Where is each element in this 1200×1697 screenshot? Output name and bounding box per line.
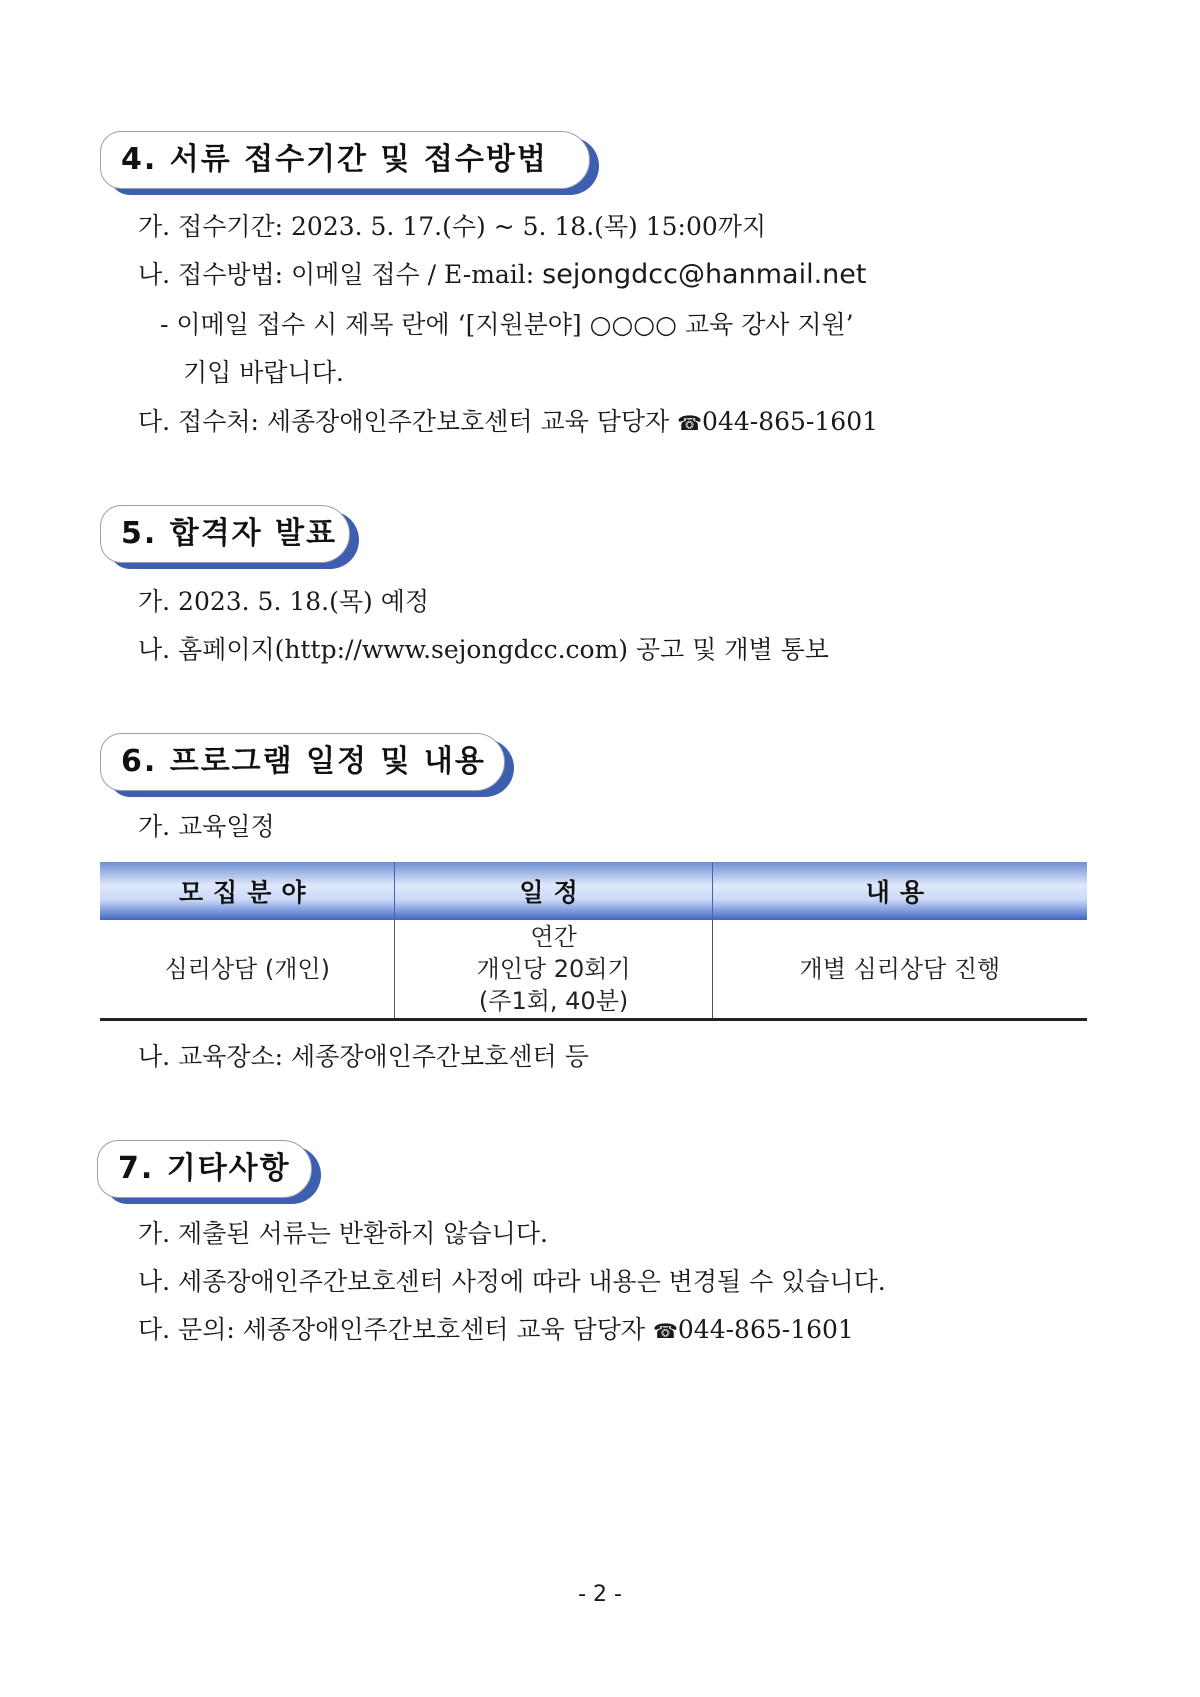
section-5-item-2: 나. 홈페이지(http://www.sejongdcc.com) 공고 및 개별 통보: [138, 635, 829, 664]
header-schedule: 일정: [395, 862, 712, 920]
schedule-line-1: 연간: [530, 923, 577, 951]
phone-number: 044-865-1601: [702, 407, 878, 436]
schedule-line-2: 개인당 20회기: [476, 955, 631, 983]
section-6-item-2: 나. 교육장소: 세종장애인주간보호센터 등: [138, 1042, 589, 1071]
schedule-table: [100, 862, 1087, 1021]
section-7-item-2: 나. 세종장애인주간보호센터 사정에 따라 내용은 변경될 수 있습니다.: [138, 1267, 886, 1296]
inquiry-label: 다. 문의: 세종장애인주간보호센터 교육 담당자: [138, 1315, 646, 1344]
section-4-note-cont: 기입 바랍니다.: [183, 358, 344, 387]
phone-number: 044-865-1601: [677, 1315, 854, 1344]
section-4-item-2: [138, 258, 866, 292]
section-4-heading: 4. 서류 접수기간 및 접수방법: [100, 131, 590, 189]
table-header-row: [100, 862, 1087, 920]
section-6-heading: 6. 프로그램 일정 및 내용: [100, 733, 505, 791]
section-4-note: - 이메일 접수 시 제목 란에 ‘[지원분야] ○○○○ 교육 강사 지원’: [160, 310, 854, 339]
telephone-icon: ☎: [677, 411, 703, 435]
cell-field: 심리상담 (개인): [100, 920, 395, 1020]
cell-schedule: [395, 920, 712, 1020]
section-7-item-1: 가. 제출된 서류는 반환하지 않습니다.: [138, 1219, 548, 1248]
section-4-item-3: [138, 405, 878, 440]
section-7-item-3: [138, 1313, 854, 1348]
section-4-item-1: 가. 접수기간: 2023. 5. 17.(수) ~ 5. 18.(목) 15:00까지: [138, 212, 767, 241]
header-content: 내용: [712, 862, 1087, 920]
header-field: 모집분야: [100, 862, 395, 920]
schedule-line-3: (주1회, 40분): [478, 987, 629, 1015]
email-address: sejongdcc@hanmail.net: [542, 259, 867, 290]
section-6-item-1: 가. 교육일정: [138, 812, 275, 841]
telephone-icon: ☎: [652, 1319, 678, 1343]
section-5-item-1: 가. 2023. 5. 18.(목) 예정: [138, 587, 430, 616]
section-5-heading: 5. 합격자 발표: [100, 505, 350, 563]
receiver-label: 다. 접수처: 세종장애인주간보호센터 교육 담당자: [138, 407, 670, 436]
page-number: - 2 -: [578, 1582, 622, 1607]
submission-method-label: 나. 접수방법: 이메일 접수 / E-mail:: [138, 260, 535, 289]
table-row: [100, 920, 1087, 1020]
cell-content: 개별 심리상담 진행: [712, 920, 1087, 1020]
section-7-heading: 7. 기타사항: [97, 1140, 312, 1198]
